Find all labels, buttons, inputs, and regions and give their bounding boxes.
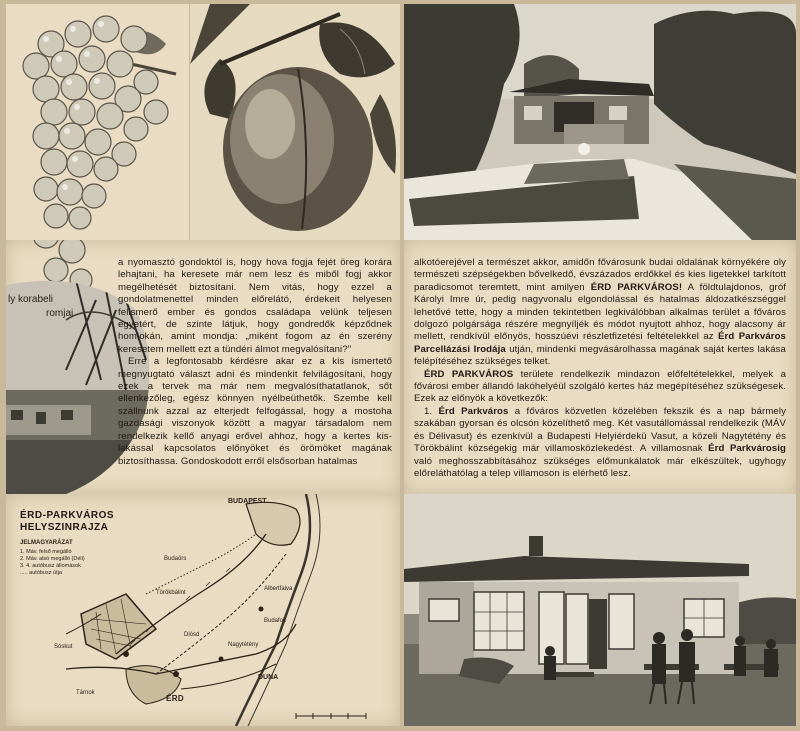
right-p2-highlight: ÉRD PARKVÁROS	[424, 368, 514, 380]
map-label-tarnok: Tárnok	[76, 690, 95, 696]
right-paragraph-2	[414, 369, 786, 406]
legend-item-3: 3. 4. autóbusz állomások	[20, 563, 81, 569]
legend-item-2: 2. Máv. alsó megálló (Déli)	[20, 556, 85, 562]
map-label-budapest: BUDAPEST	[228, 498, 267, 505]
peach-photo	[190, 4, 400, 242]
right-p3-highlight-2: Érd Parkvárosig	[708, 443, 787, 455]
right-p3-text: a főváros közvetlen közelében fekszik és a nap bármely szakában gyorsan és olcsón közelíthető meg. Két vasutállomással rendelkezik (MÁV és Délivasut) és ezenkívül a Budapesti Helyiérdekü Vasut, a közeli Nagytétény és Törökbálint községekig már villamosközlekedést. A villamosnak	[414, 405, 786, 455]
site-map-drawing	[6, 494, 400, 726]
left-body-text	[118, 257, 392, 468]
map-label-budaors: Budaörs	[164, 556, 187, 562]
right-body-text	[414, 257, 786, 480]
right-paragraph-3	[414, 406, 786, 480]
site-map-panel	[6, 494, 400, 726]
right-p2-text: területe rendelkezik mindazon előfeltételekkel, melyek a fővárosi ember állandó lakóhelyéül szolgáló kertes ház megépítéséhez szükségesek. Ezek az előnyök a következők:	[414, 368, 787, 405]
villa-garden-photo	[404, 4, 796, 242]
right-p1-mid: A földtulajdonos, gróf Károlyi Imre úr, pedig nagyvonalu elgondolással és hatalmas áldozatkészséggel lehetővé tette, hogy a minden tekintetben legkiválóbban alkalmas terület a főváros dolgozó polgársága részére megnyíljék és módot nyujtott ahhoz, hogy alacsony ár mellett, rendkívül előnyös, hosszúévi részletfizetési feltételekkel az	[414, 281, 787, 343]
map-label-soskut: Sóskut	[54, 644, 73, 650]
legend-item-4: ..... autóbusz útja	[20, 570, 62, 576]
map-title-line2: HELYSZINRAJZA	[20, 522, 109, 533]
kiosk-illustration	[404, 494, 796, 726]
legend-item-1: 1. Máv. felső megálló	[20, 549, 72, 555]
right-p3-number: 1.	[424, 405, 433, 417]
left-paragraph-2: Erre a legfontosabb kérdésre akar ez a kis ismertető megnyugtató választ adni és mindenkit felvilágosítani, hogy ezek a tervek ma már nem megvalósíthatatlanok, sőt ellenkezőleg, egész könnyen nyélbeüthetők. Szembe kell szállnunk azzal az elterjedt felfogással, hogy a mostoha gazdasági viszonyok között a magyar társadalom nem rendelkezik kellő anyagi erővel ahhoz, hogy a kertes kis-lakással kapcsolatos előnyöket és örömöket magának biztosíthassa. Gondoskodott erről elsősorban hatalmas	[118, 356, 392, 467]
map-label-budafok: Budafok	[264, 618, 287, 624]
map-label-torokbalint: Törökbálint	[156, 590, 186, 596]
right-p3-highlight: Érd Parkváros	[438, 405, 509, 417]
ruins-caption-line2: romjai	[46, 308, 74, 319]
right-p1-pre: alkotóerejével a természet akkor, amidőn fővárosunk budai oldalának környékére oly természeti szépségekben bővelkedő, évszázados erdőkkel és kies ligetekkel tarkított paradicsomot teremtett, mint amilyen	[414, 257, 786, 293]
right-p1-highlight-office: Érd Parkváros Parcellázási Irodája	[414, 331, 786, 355]
map-label-diosd: Diósd	[184, 632, 200, 638]
right-paragraph-1	[414, 257, 786, 369]
grapes-illustration	[6, 4, 189, 240]
right-p1-post: utján, mindenki megvásárolhassa magának saját kertes lakása felépítéséhez szükséges telket.	[414, 343, 786, 368]
peach-illustration	[190, 4, 400, 242]
villa-illustration	[404, 4, 796, 242]
map-label-albertfalva: Albertfalva	[264, 586, 293, 592]
kiosk-photo	[404, 494, 796, 726]
left-text-panel	[6, 240, 400, 494]
map-title-line1: ÉRD-PARKVÁROS	[20, 510, 115, 521]
legend-heading: JELMAGYARÁZAT	[20, 540, 73, 546]
left-paragraph-1: a nyomasztó gondoktól is, hogy hova fogja fejét öreg korára lehajtani, ha keresete már nem lesz és miből fogj akkor megélhetését biztosítani. Nem vitás, hogy ezzel a gondolatmenettel minden előrelátó, érdekeit helyesen felismerő ember és gondos családapa velünk teljesen egyetért, de szinte látjuk, hogy gondredők képződnek homlokán, amint mondja: „miként fogom az én szerény keresetem mellett ezt a tündéri álmot megvalósítani?"	[118, 257, 392, 355]
map-label-nagyteteny: Nagytétény	[228, 642, 259, 648]
map-label-duna: DUNA	[258, 674, 279, 681]
ruins-caption-line1: ly korabeli	[8, 294, 54, 305]
map-label-erd: ÉRD	[166, 694, 185, 703]
right-p1-highlight: ÉRD PARKVÁROS!	[590, 281, 683, 293]
right-p3-post: való meghosszabbításához szükséges előmunkálatok már elkészültek, ugyhogy előreláthatólag a telep villamoson is elérhető lesz.	[414, 455, 786, 479]
grapes-photo	[6, 4, 189, 240]
right-text-panel	[404, 240, 796, 494]
